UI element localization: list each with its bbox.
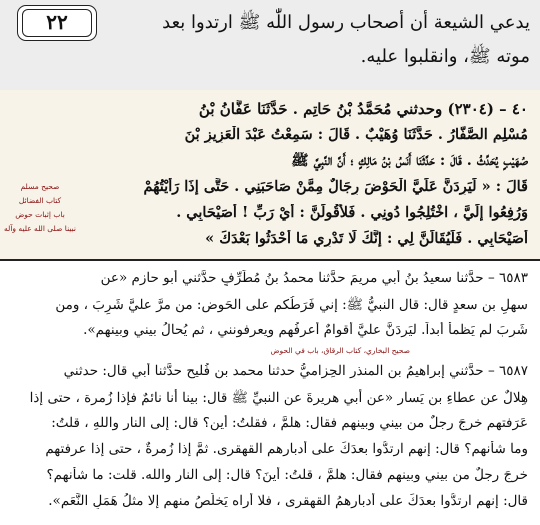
hadith-muslim-line: مُسْلِمٍ الصَّفَّارُ . حَدَّثَنَا وُهَيْبٌ . قَالَ : سَمِعْتُ عَبْدَ الْعَزِيزِ بْنَ bbox=[184, 126, 528, 143]
hadith-bukhari-line: هِلالٌ عن عطاءِ بن يَسار «عن أبي هريرةَ عن النبيِّ ﷺ قال: بينا أنا نائمٌ فإذا زُمرة ، حتى إذا bbox=[29, 390, 528, 406]
hadith-bukhari-line: سهلِ بن سعدٍ قال: قال النبيُّ ﷺ: إني فَرَطُكم على الحَوض: من مرَّ عليَّ شَرِبَ ، ومن bbox=[55, 297, 528, 313]
hadith-bukhari-line: خرجَ رجلٌ من بيني وبينهم فقال: هلمَّ ، قلتُ: أينَ؟ قال: إلى النار والله. قلت: ما شأنهم؟ bbox=[46, 467, 528, 483]
hadith-bukhari-line: وما شأنهم؟ قال: إنهم ارتدُّوا بعدَكَ على أدبارهم القهقرى. ثمَّ إذا زُمرةٌ ، حتى إذا عرفتهم bbox=[45, 441, 528, 457]
chapter-number: ٢٢ bbox=[46, 10, 68, 34]
source-note: كتاب الفضائل bbox=[18, 196, 62, 205]
hadith-muslim-line: قَالَ : « لَيَرِدَنَّ عَلَيَّ الْحَوْضَ رِجَالٌ مِمَّنْ صَاحَبَنِي . حَتَّى إِذَا رَأَيْتُهُمْ bbox=[143, 178, 528, 195]
source-note: صحيح مسلم bbox=[20, 182, 60, 191]
chapter-title-line-2: موته ﷺ، وانقلبوا عليه. bbox=[360, 46, 530, 67]
hadith-muslim-line: صُهَيْبٍ يُحَدِّثُ . قَالَ : حَدَّثَنَا أَنَسُ بْنُ مَالِكٍ ؛ أَنَّ النَّبِيَّ ﷺ bbox=[291, 152, 528, 169]
source-caption: صحيح البخاري، كتاب الرقاق، باب في الحوض bbox=[270, 346, 410, 355]
hadith-muslim-line: ٤٠ – (٢٣٠٤) وحدثني مُحَمَّدُ بْنُ حَاتِمٍ . حَدَّثَنَا عَفَّانُ بْنُ bbox=[198, 100, 528, 118]
source-side-notes bbox=[4, 70, 76, 236]
chapter-title-line-1: يدعي الشيعة أن أصحاب رسول اللّٰه ﷺ ارتدوا بعد bbox=[162, 12, 530, 33]
chapter-header bbox=[0, 0, 540, 90]
hadith-bukhari-line: ٦٥٨٣ – حدَّثنا سعيدُ بنُ أبي مريمَ حدَّثنا محمدُ بنُ مُطَرِّفٍ حدَّثني أبو حازمٍ «عن bbox=[100, 270, 528, 286]
hadith-muslim-line: أُصَيْحَابِي . فَلَيُقَالَنَّ لِي : إِنَّكَ لَا تَدْرِي مَا أَحْدَثُوا بَعْدَكَ » bbox=[205, 230, 528, 247]
hadith-bukhari-line: عَرَفتهم خرجَ رجلٌ من بيني وبينهم فقال: هلمَّ ، فقلتُ: أين؟ قال: إلى النار واللهِ ، قلتُ: bbox=[51, 415, 528, 431]
source-note: نبينا صلى الله عليه وآله bbox=[4, 224, 76, 233]
section-divider bbox=[0, 259, 540, 261]
chapter-number-badge bbox=[17, 5, 97, 41]
hadith-bukhari-line: شَرِبَ لم يَظمأ أبداً. ليَرِدَنَّ عليَّ أقوامٌ أعرفُهم ويعرفونني ، ثم يُحالُ بيني وبينهم». bbox=[83, 322, 528, 338]
hadith-bukhari-line: قال: إنهم ارتدُّوا بعدَكَ على أدبارهمُ القهقرى ، فلا أُراه يَخلُصُ منهم إلا مثلُ هَمَلِ النَّعَم». bbox=[48, 493, 528, 509]
source-note: باب إثبات حوض bbox=[15, 210, 65, 219]
hadith-muslim-block bbox=[0, 90, 540, 259]
hadith-muslim-line: وَرُفِعُوا إِلَيَّ ، اخْتُلِجُوا دُونِي . فَلأَقُولَنَّ : أَيْ رَبِّ ! أُصَيْحَابِي . bbox=[176, 204, 528, 221]
hadith-bukhari-line: ٦٥٨٧ – حدَّثني إبراهيمُ بن المنذرِ الحِزاميُّ حدثنا محمد بن فُليحٍ حدَّثنا أبي قال: حدثني bbox=[63, 363, 528, 379]
